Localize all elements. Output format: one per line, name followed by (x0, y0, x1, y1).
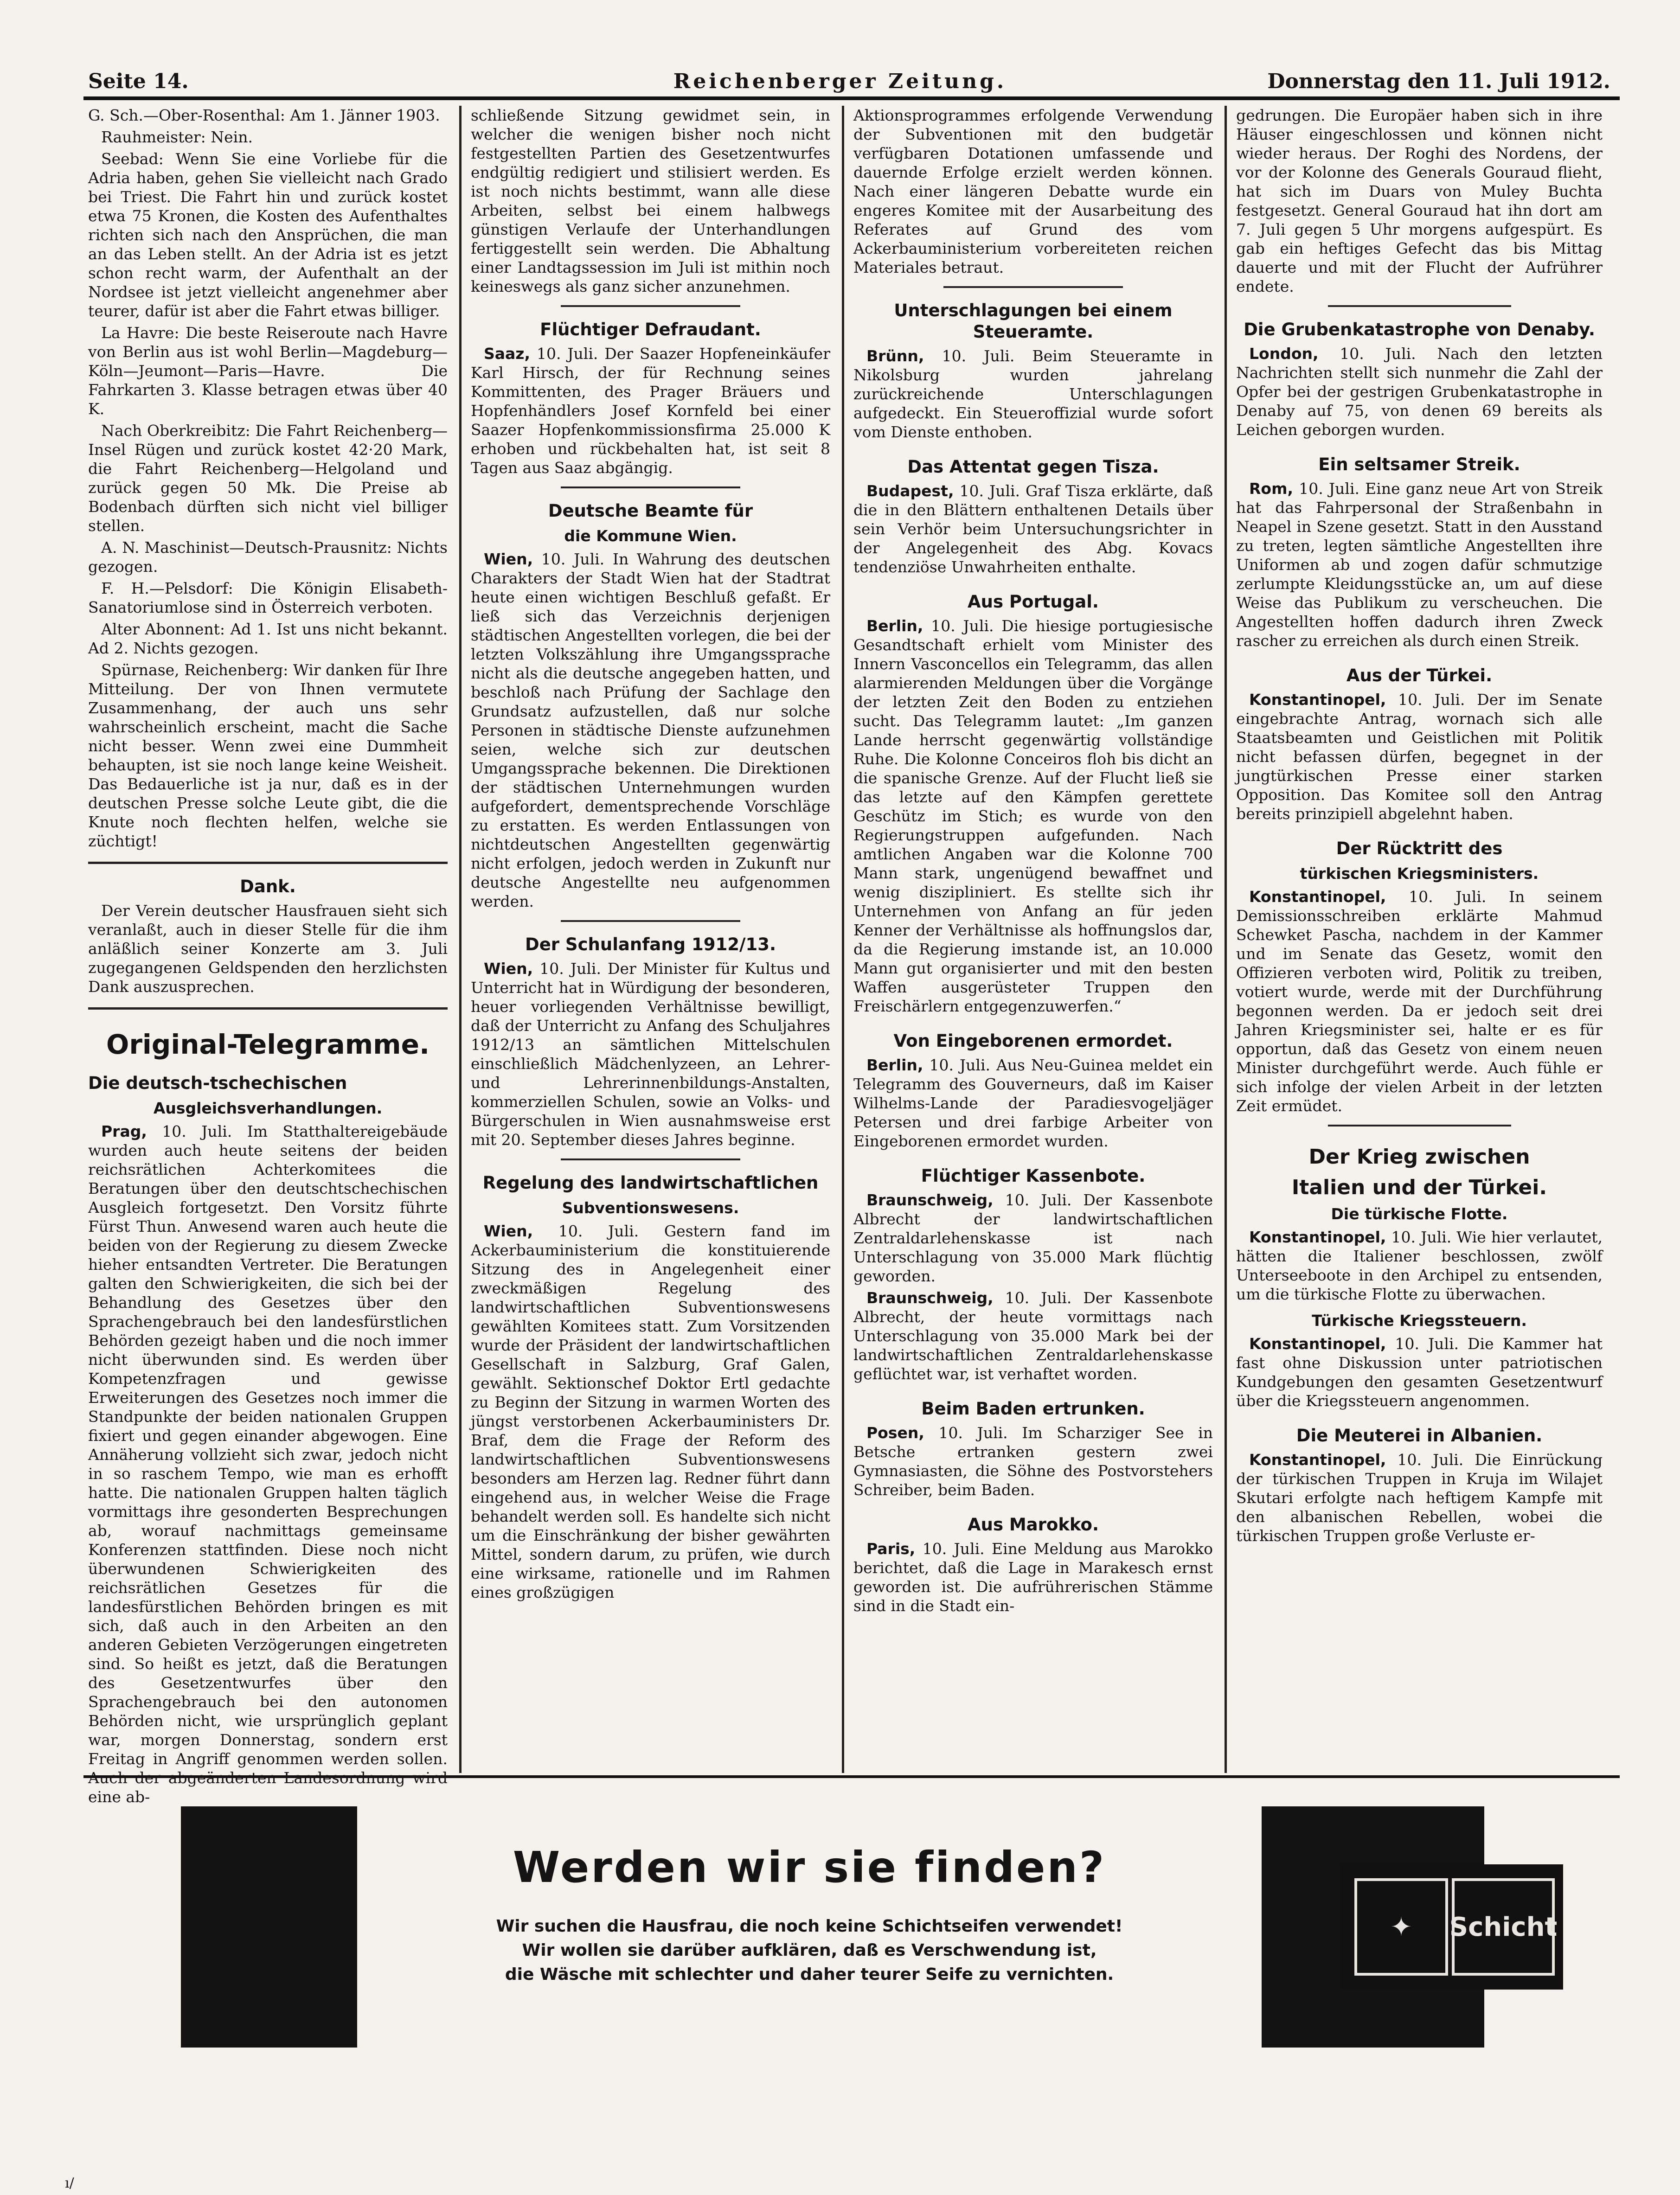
dateline-place: Budapest, (866, 482, 954, 500)
letter-answer: La Havre: Die beste Reiseroute nach Havre von Berlin aus ist wohl Berlin—Magdeburg—Köln—Jeumont—Paris—Havre. Die Fahrkarten 3. Klasse betragen etwas über 40 K. (88, 324, 448, 418)
article-text: 10. Juli. Der Minister für Kultus und Unterricht hat in Würdigung der besonderen, heuer vorliegenden Verhältnisse bewilligt, daß der Unterricht zu Anfang des Schuljahres 1912/13 an sämtlichen Mittelschulen einschließlich Mädchenlyzeen, an Lehrer- und Lehrerinnenbildungs-Anstalten, kommerziellen Schulen, sowie an Volks- und Bürgerschulen in Wien ausnahmsweise erst mit 20. September dieses Jahres beginne. (471, 960, 830, 1149)
ad-line: Wir suchen die Hausfrau, die noch keine Schichtseifen verwendet! (496, 1917, 1123, 1936)
schicht-advertisement (181, 1806, 1558, 2048)
column-4 (1236, 106, 1603, 1773)
letter-answer: Rauhmeister: Nein. (101, 128, 253, 146)
article-text: 10. Juli. Wie hier verlautet, hätten die Italiener beschlossen, zwölf Unterseeboote in den Archipel zu entsenden, um die türkische Flotte zu überwachen. (1236, 1228, 1603, 1303)
article-heading: Flüchtiger Defraudant. (540, 320, 761, 339)
article-subheading: Die türkische Flotte. (1331, 1205, 1508, 1223)
dateline-place: Braunschweig, (866, 1191, 994, 1209)
article-text: 10. Juli. Die Einrückung der türkischen Truppen in Kruja im Wilajet Skutari erfolgte nach heftigem Kampfe mit den albanischen Rebellen, wobei die türkischen Truppen große Verluste er- (1236, 1451, 1603, 1545)
article-subheading: Ausgleichsverhandlungen. (153, 1099, 383, 1117)
ad-headline: Werden wir sie finden? (513, 1843, 1106, 1892)
article-heading: Italien und der Türkei. (1291, 1176, 1547, 1199)
letter-answer: F. H.—Pelsdorf: Die Königin Elisabeth-Sanatoriumlose sind in Österreich verboten. (88, 579, 448, 616)
article-separator (561, 305, 741, 307)
dateline-place: London, (1249, 345, 1319, 363)
article-text: 10. Juli. Der Saazer Hopfeneinkäufer Karl Hirsch, der für Rechnung seines Kommittenten, des Prager Bräuers und Hopfenhändlers Josef Kornfeld bei einer Saazer Hopfenkommissionsfirma 25.000 K erhoben und rückbehalten hat, ist seit 8 Tagen aus Saaz abgängig. (471, 345, 830, 477)
letter-answer: Alter Abonnent: Ad 1. Ist uns nicht bekannt. Ad 2. Nichts gezogen. (88, 620, 448, 657)
article-text: 10. Juli. Im Statthaltereigebäude wurden auch heute seitens der beiden reichsrätlichen Achterkomitees die Beratungen über den deutschtschechischen Ausgleich fortgesetzt. Den Vorsitz führte Fürst Thun. Anwesend waren auch heute die beiden von der Regierung zu diesem Zwecke hieher entsandten Vertreter. Die Beratungen galten den Schwierigkeiten, die sich bei der Behandlung des Gesetzes über den Sprachengebrauch bei den landesfürstlichen Behörden gezeigt haben und die noch immer nicht überwunden sind. Es werden über Kompetenzfragen und gewisse Erweiterungen des Gesetzes noch immer die Standpunkte der beiden nationalen Gruppen fixiert und gegen einander abgewogen. Eine Annäherung vollzieht sich zwar, jedoch nicht in so raschem Tempo, wie man es erhofft hatte. Die nationalen Gruppen halten täglich vormittags ihre gesonderten Besprechungen ab, worauf nachmittags gemeinsame Konferenzen stattfinden. Diese noch nicht überwundenen Schwierigkeiten des reichsrätlichen Gesetzes für die landesfürstlichen Behörden bringen es mit sich, daß auch in den Arbeiten an den anderen Gebieten Verzögerungen eingetreten sind. So heißt es jetzt, daß die Beratungen des Gesetzentwurfes über den Sprachengebrauch bei den autonomen Behörden nicht, wie ursprünglich geplant war, morgen Donnerstag, sondern erst Freitag in Angriff genommen werden sollen. Auch der abgeänderten Landesordnung wird eine ab- (88, 1122, 448, 1806)
article-subheading: Türkische Kriegssteuern. (1312, 1312, 1527, 1330)
dateline-place: Wien, (484, 960, 533, 978)
telegrams-heading: Original-Telegramme. (106, 1029, 430, 1060)
article-heading: Der Rücktritt des (1336, 838, 1503, 858)
article-text: 10. Juli. Im Scharziger See in Betsche ertranken gestern zwei Gymnasiasten, die Söhne des Postvorstehers Schreiber, beim Baden. (853, 1424, 1213, 1499)
article-heading: Aus Marokko. (967, 1515, 1099, 1535)
article-separator (1328, 305, 1511, 307)
article-text: 10. Juli. Der im Senate eingebrachte Antrag, wornach sich alle Staatsbeamten und Geistlichen mit Politik nicht befassen dürfen, begegnet in der jungtürkischen Presse einer starken Opposition. Das Komitee soll den Antrag bereits prinzipiell abgelehnt haben. (1236, 691, 1603, 823)
article-heading: Unterschlagungen bei einem Steueramte. (894, 301, 1173, 342)
dateline-place: Saaz, (484, 345, 531, 363)
footer-rule (83, 1775, 1620, 1778)
dateline-place: Wien, (484, 1222, 533, 1240)
article-text: 10. Juli. Der Kassenbote Albrecht der landwirtschaftlichen Zentraldarlehenskasse ist nach Unterschlagung von 35.000 Mark flüchtig geworden. (853, 1191, 1213, 1285)
article-text: gedrungen. Die Europäer haben sich in ihre Häuser eingeschlossen und können nicht wieder heraus. Der Roghi des Nordens, der vor der Kolonne des Generals Gouraud flieht, hat sich im Duars von Muley Buchta festgesetzt. General Gouraud hat ihn dort am 7. Juli gegen 5 Uhr morgens aufgespürt. Es gab ein heftiges Gefecht das bis Mittag dauerte und mit der Flucht der Aufrührer endete. (1236, 106, 1603, 295)
article-separator (561, 1158, 741, 1160)
article-subheading: Subventionswesens. (562, 1199, 739, 1217)
article-heading: Der Krieg zwischen (1308, 1145, 1530, 1169)
dateline-place: Braunschweig, (866, 1289, 994, 1307)
dateline-place: Berlin, (866, 617, 923, 635)
page-number: Seite 14. (88, 70, 189, 93)
dateline-place: Rom, (1249, 480, 1294, 498)
article-heading: Regelung des landwirtschaftlichen (482, 1173, 819, 1193)
stag-emblem-icon: ✦ (1354, 1878, 1448, 1976)
article-heading: Die Grubenkatastrophe von Denaby. (1244, 320, 1595, 339)
dateline-place: Konstantinopel, (1249, 1335, 1386, 1353)
article-heading: Deutsche Beamte für (548, 501, 753, 521)
letter-answer: G. Sch.—Ober-Rosenthal: Am 1. Jänner 1903. (88, 106, 440, 124)
dateline-place: Konstantinopel, (1249, 1451, 1386, 1469)
issue-date: Donnerstag den 11. Juli 1912. (1267, 70, 1610, 93)
article-text: Aktionsprogrammes erfolgende Verwendung der Subventionen mit den budgetär verfügbaren Dotationen umfassende und dauernde Erfolge erzielt werden können. Nach einer längeren Debatte wurde ein engeres Komitee mit der Ausarbeitung des Referates auf Grund des vom Ackerbauministerium vorbereiteten reichen Materiales betraut. (853, 106, 1213, 276)
article-text: 10. Juli. In seinem Demissionsschreiben erklärte Mahmud Schewket Pascha, nachdem in der Kammer und im Senate das Gesetz, womit den Offizieren verboten wird, Politik zu treiben, votiert wurde, werde mit der Durchführung begonnen werden. Da er jedoch seit drei Jahren Kriegsminister sei, halte er es für opportun, daß das Gesetz von einem neuen Minister durchgeführt werde. Auch fühle er sich infolge der vielen Arbeit in der letzten Zeit ermüdet. (1236, 888, 1603, 1115)
ad-line: die Wäsche mit schlechter und daher teurer Seife zu vernichten. (505, 1965, 1114, 1984)
dateline-place: Konstantinopel, (1249, 1228, 1386, 1246)
article-heading: Aus Portugal. (968, 592, 1099, 612)
column-rule (459, 106, 462, 1773)
column-rule (1225, 106, 1227, 1773)
article-separator (943, 286, 1123, 288)
article-text: 10. Juli. Eine ganz neue Art von Streik hat das Fahrpersonal der Straßenbahn in Neapel in Szene gesetzt. Statt in den Ausstand zu treten, legten sämtliche Angestellten ihre Uniformen ab und zogen dafür schmutzige zerlumpte Kleidungsstücke an, um auf diese Weise das Publikum zu verscheuchen. Die Angestellten hoffen dadurch ihren Zweck rascher zu erreichen als durch einen Streik. (1236, 480, 1603, 650)
article-heading: Das Attentat gegen Tisza. (907, 457, 1159, 477)
section-rule (88, 862, 448, 864)
letter-answer: A. N. Maschinist—Deutsch-Prausnitz: Nichts gezogen. (88, 538, 448, 576)
header-rule (83, 96, 1620, 100)
columns (88, 106, 1619, 1806)
article-text: 10. Juli. In Wahrung des deutschen Charakters der Stadt Wien hat der Stadtrat heute einen wichtigen Beschluß gefaßt. Er ließ sich das Verzeichnis derjenigen städtischen Angestellten vorlegen, die bei der letzten Volkszählung ihre Umgangssprache nicht als die deutsche angegeben hatten, und beschloß nach Prüfung der Sachlage den Grundsatz aufzustellen, daß nur solche Personen in städtische Dienste aufzunehmen seien, welche sich zur deutschen Umgangssprache bekennen. Die Direktionen der städtischen Unternehmungen wurden aufgefordert, dementsprechende Vorschläge zu erstatten. Es werden Entlassungen von nichtdeutschen Angestellten gegenwärtig nicht erfolgen, jedoch werden in Zukunft nur deutsche Angestellte neu aufgenommen werden. (471, 550, 830, 910)
article-text: 10. Juli. Nach den letzten Nachrichten stellt sich nunmehr die Zahl der Opfer bei der gestrigen Grubenkatastrophe in Denaby auf 75, von denen 69 bereits als Leichen geborgen wurden. (1236, 345, 1603, 439)
schicht-soap-logo (1340, 1864, 1563, 1990)
article-text: 10. Juli. Der Kassenbote Albrecht, der heute vormittags nach Unterschlagung von 35.000 Mark bei der landwirtschaftlichen Zentraldarlehenskasse geflüchtet war, ist verhaftet worden. (853, 1289, 1213, 1383)
margin-mark: ı/ (65, 2175, 74, 2191)
article-heading: Aus der Türkei. (1346, 666, 1493, 685)
letter-answer: Seebad: Wenn Sie eine Vorliebe für die Adria haben, gehen Sie vielleicht nach Grado bei Triest. Die Fahrt hin und zurück kostet etwa 75 Kronen, die Kosten des Aufenthaltes richten sich nach den Ansprüchen, die man an das Leben stellt. An der Adria ist es jetzt schon recht warm, der Aufenthalt an der Nordsee ist jetzt vielleicht angenehmer aber teurer, dafür ist aber die Fahrt etwas billiger. (88, 150, 448, 320)
ad-line: Wir wollen sie darüber aufklären, daß es Verschwendung ist, (522, 1941, 1097, 1960)
column-1 (88, 106, 448, 1806)
column-3 (853, 106, 1213, 1773)
dateline-place: Prag, (101, 1122, 147, 1140)
article-heading: Flüchtiger Kassenbote. (921, 1166, 1146, 1186)
newspaper-title: Reichenberger Zeitung. (673, 70, 1007, 93)
article-text: schließende Sitzung gewidmet sein, in welcher die wenigen bisher noch nicht festgestellten Partien des Gesetzentwurfes endgültig redigiert und stilisiert werden. Es ist noch nichts bestimmt, wann alle diese Arbeiten, selbst bei einem halbwegs günstigen Verlaufe der Unterhandlungen fertiggestellt sein werden. Die Abhaltung einer Landtagssession im Juli ist mithin noch keineswegs als ganz sicher anzunehmen. (471, 106, 830, 295)
dateline-place: Konstantinopel, (1249, 888, 1386, 906)
column-rule (842, 106, 844, 1773)
article-heading: Beim Baden ertrunken. (921, 1399, 1145, 1419)
article-separator (1328, 1125, 1511, 1126)
article-subheading: türkischen Kriegsministers. (1300, 864, 1539, 883)
article-text: 10. Juli. Aus Neu-Guinea meldet ein Telegramm des Gouverneurs, daß im Kaiser Wilhelms-Lande der Paradiesvogeljäger Petersen und drei farbige Arbeiter von Eingeborenen ermordet wurden. (853, 1056, 1213, 1150)
column-2 (471, 106, 830, 1773)
article-heading: Die Meuterei in Albanien. (1296, 1426, 1543, 1446)
article-subheading: die Kommune Wien. (564, 527, 737, 545)
article-heading: Ein seltsamer Streik. (1318, 454, 1520, 474)
article-text: 10. Juli. Eine Meldung aus Marokko berichtet, daß die Lage in Marakesch ernst geworden ist. Die aufrührerischen Stämme sind in die Stadt ein- (853, 1540, 1213, 1615)
article-heading: Von Eingeborenen ermordet. (893, 1031, 1173, 1051)
ad-text-panel (357, 1806, 1262, 2048)
article-separator (561, 920, 741, 922)
article-separator (561, 486, 741, 488)
letter-answer: Spürnase, Reichenberg: Wir danken für Ihre Mitteilung. Der von Ihnen vermutete Zusammenhang, der auch uns sehr wahrscheinlich erscheint, macht die Sache nicht besser. Wenn zwei eine Dummheit behaupten, ist sie noch lange keine Weisheit. Das Bedauerliche ist ja nur, daß es in der deutschen Presse solche Leute gibt, die die Knute noch flechten helfen, welche sie züchtigt! (88, 661, 448, 850)
article-heading: Die deutsch-tschechischen (88, 1073, 347, 1093)
letter-answer: Nach Oberkreibitz: Die Fahrt Reichenberg—Insel Rügen und zurück kostet 42·20 Mark, die Fahrt Reichenberg—Helgoland und zurück gegen 50 Mk. Die Preise ab Bodenbach dürften sich nicht viel billiger stellen. (88, 422, 448, 535)
dank-heading: Dank. (240, 877, 296, 896)
section-rule (88, 1007, 448, 1010)
dateline-place: Brünn, (866, 347, 924, 365)
dateline-place: Paris, (866, 1540, 916, 1558)
article-text: 10. Juli. Die Kammer hat fast ohne Diskussion unter patriotischen Kundgebungen den gesamten Gesetzentwurf über die Kriegssteuern angenommen. (1236, 1335, 1603, 1410)
dateline-place: Berlin, (866, 1056, 923, 1074)
article-text: 10. Juli. Graf Tisza erklärte, daß die in den Blättern enthaltenen Details über sein Verhör beim Untersuchungsrichter in der Angelegenheit des Abg. Kovacs tendenziöse Unwahrheiten enthalte. (853, 482, 1213, 576)
dateline-place: Wien, (484, 550, 533, 568)
article-text: 10. Juli. Die hiesige portugiesische Gesandtschaft erhielt vom Minister des Innern Vasconcellos ein Telegramm, das allen alarmierenden Meldungen über die Vorgänge der letzten Zeit den Boden zu entziehen sucht. Das Telegramm lautet: „Im ganzen Lande herrscht gegenwärtig vollständige Ruhe. Die Kolonne Conceiros floh bis dicht an die spanische Grenze. Auf der Flucht ließ sie das letzte auf den Kämpfen gerettete Geschütz im Stich; es wurde von den Regierungstruppen aufgefunden. Nach amtlichen Angaben war die Kolonne 700 Mann stark, ungenügend bewaffnet und wenig diszipliniert. Es stellte sich ihr Unternehmen von Anfang an für jeden Kenner der Verhältnisse als hoffnungslos dar, da die Regierung imstande ist, an 10.000 Mann gut organisierter und mit den besten Waffen ausgerüsteter Truppen den Freischärlern entgegenzuwerfen.“ (853, 617, 1213, 1015)
dateline-place: Posen, (866, 1424, 924, 1442)
article-text: 10. Juli. Beim Steueramte in Nikolsburg wurden jahrelang zurückreichende Unterschlagungen aufgedeckt. Ein Steueroffizial wurde sofort vom Dienste enthoben. (853, 347, 1213, 441)
article-heading: Der Schulanfang 1912/13. (525, 934, 776, 954)
dank-text: Der Verein deutscher Hausfrauen sieht sich veranlaßt, auch in dieser Stelle für die ihm anläßlich seiner Konzerte am 3. Juli zugegangenen Geldspenden den herzlichsten Dank auszusprechen. (88, 902, 448, 996)
article-text: 10. Juli. Gestern fand im Ackerbauministerium die konstituierende Sitzung des in Angelegenheit einer zweckmäßigen Regelung des landwirtschaftlichen Subventionswesens gewählten Komitees statt. Zum Vorsitzenden wurde der Präsident der landwirtschaftlichen Gesellschaft in Salzburg, Graf Galen, gewählt. Sektionschef Doktor Ertl gedachte zu Beginn der Sitzung in warmen Worten des jüngst verstorbenen Ackerbauministers Dr. Braf, dem die Frage der Reform des landwirtschaftlichen Subventionswesens besonders am Herzen lag. Redner führt dann eingehend aus, in welcher Weise die Frage behandelt werden soll. Es handelte sich nicht um die Einschränkung der bisher gewährten Mittel, sondern darum, zu prüfen, wie durch eine wirksame, rationelle und im Rahmen eines großzügigen (471, 1222, 830, 1601)
schicht-wordmark: Schicht (1452, 1878, 1555, 1976)
dateline-place: Konstantinopel, (1249, 691, 1386, 709)
